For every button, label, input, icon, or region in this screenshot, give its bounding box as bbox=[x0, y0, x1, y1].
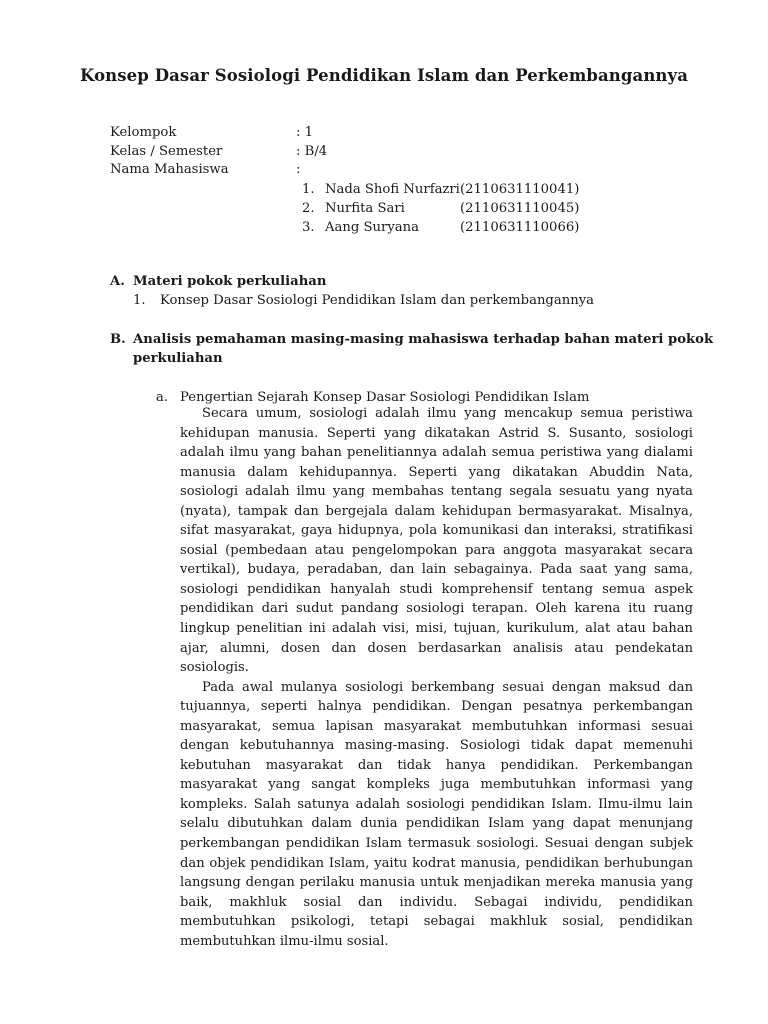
section-b-heading-line1: Analisis pemahaman masing-masing mahasiswa terhadap bahan materi pokok bbox=[133, 332, 714, 347]
meta-key-class: Kelas / Semester bbox=[110, 143, 223, 159]
section-b-label: B. bbox=[110, 332, 126, 347]
subsection-label: a. bbox=[156, 390, 169, 405]
subsection-heading: Pengertian Sejarah Konsep Dasar Sosiologi Pendidikan Islam bbox=[180, 390, 590, 405]
member-id: (2110631110066) bbox=[460, 220, 580, 235]
paragraph-2: Pada awal mulanya sosiologi berkembang sesuai dengan maksud dan tujuannya, seperti halnya pendidikan. Dengan pesatnya perkembangan masyarakat, semua lapisan masyarakat membutuhkan informasi sesuai dengan kebutuhannya masing-masing. Sosiologi tidak dapat memenuhi kebutuhan masyarakat dan tidak hanya pendidikan. Perkembangan masyarakat yang sangat kompleks juga membutuhkan informasi yang kompleks. Salah satunya adalah sosiologi pendidikan Islam. Ilmu-ilmu lain selalu dibutuhkan dalam dunia pendidikan Islam yang dapat menunjang perkembangan pendidikan Islam termasuk sosiologi. Sesuai dengan subjek dan objek pendidikan Islam, yaitu kodrat manusia, pendidikan berhubungan langsung dengan perilaku manusia untuk menjadikan mereka manusia yang baik, makhluk sosial dan individu. Sebagai individu, pendidikan membutuhkan psikologi, tetapi sebagai makhluk sosial, pendidikan membutuhkan ilmu-ilmu sosial. bbox=[180, 679, 693, 949]
member-name: Aang Suryana bbox=[325, 220, 420, 235]
member-number: 3. bbox=[302, 220, 315, 235]
section-b-heading-line2: perkuliahan bbox=[133, 351, 223, 366]
section-a-label: A. bbox=[110, 274, 125, 289]
subsection-body bbox=[180, 404, 693, 951]
section-a-item-number: 1. bbox=[133, 293, 146, 308]
member-id: (2110631110045) bbox=[460, 201, 580, 216]
meta-value-students: : bbox=[296, 162, 301, 178]
meta-value-class: : B/4 bbox=[296, 143, 328, 159]
meta-key-students: Nama Mahasiswa bbox=[110, 162, 229, 178]
member-number: 1. bbox=[302, 182, 315, 197]
member-id: (2110631110041) bbox=[460, 182, 580, 197]
member-name: Nurfita Sari bbox=[325, 201, 405, 216]
meta-key-group: Kelompok bbox=[110, 125, 177, 140]
section-a-heading: Materi pokok perkuliahan bbox=[133, 274, 327, 289]
meta-value-group: : 1 bbox=[296, 125, 314, 140]
member-name: Nada Shofi Nurfazri bbox=[325, 182, 460, 197]
member-number: 2. bbox=[302, 201, 315, 216]
section-a-item: Konsep Dasar Sosiologi Pendidikan Islam dan perkembangannya bbox=[160, 293, 595, 308]
document-title: Konsep Dasar Sosiologi Pendidikan Islam dan Perkembangannya bbox=[79, 66, 688, 85]
paragraph-1: Secara umum, sosiologi adalah ilmu yang mencakup semua peristiwa kehidupan manusia. Seperti yang dikatakan Astrid S. Susanto, sosiologi adalah ilmu yang bahan penelitiannya adalah semua peristiwa yang dialami manusia dalam kehidupannya. Seperti yang dikatakan Abuddin Nata, sosiologi adalah ilmu yang membahas tentang segala sesuatu yang nyata (nyata), tampak dan bergejala dalam kehidupan bermasyarakat. Misalnya, sifat masyarakat, gaya hidupnya, pola komunikasi dan interaksi, stratifikasi sosial (pembedaan atau pengelompokan para anggota masyarakat secara vertikal), budaya, peradaban, dan lain sebagainya. Pada saat yang sama, sosiologi pendidikan hanyalah studi komprehensif tentang semua aspek pendidikan dari sudut pandang sosiologi terapan. Oleh karena itu ruang lingkup penelitian ini adalah visi, misi, tujuan, kurikulum, alat atau bahan ajar, alumni, dosen dan dosen berdasarkan analisis atau pendekatan sosiologis. bbox=[180, 406, 693, 676]
